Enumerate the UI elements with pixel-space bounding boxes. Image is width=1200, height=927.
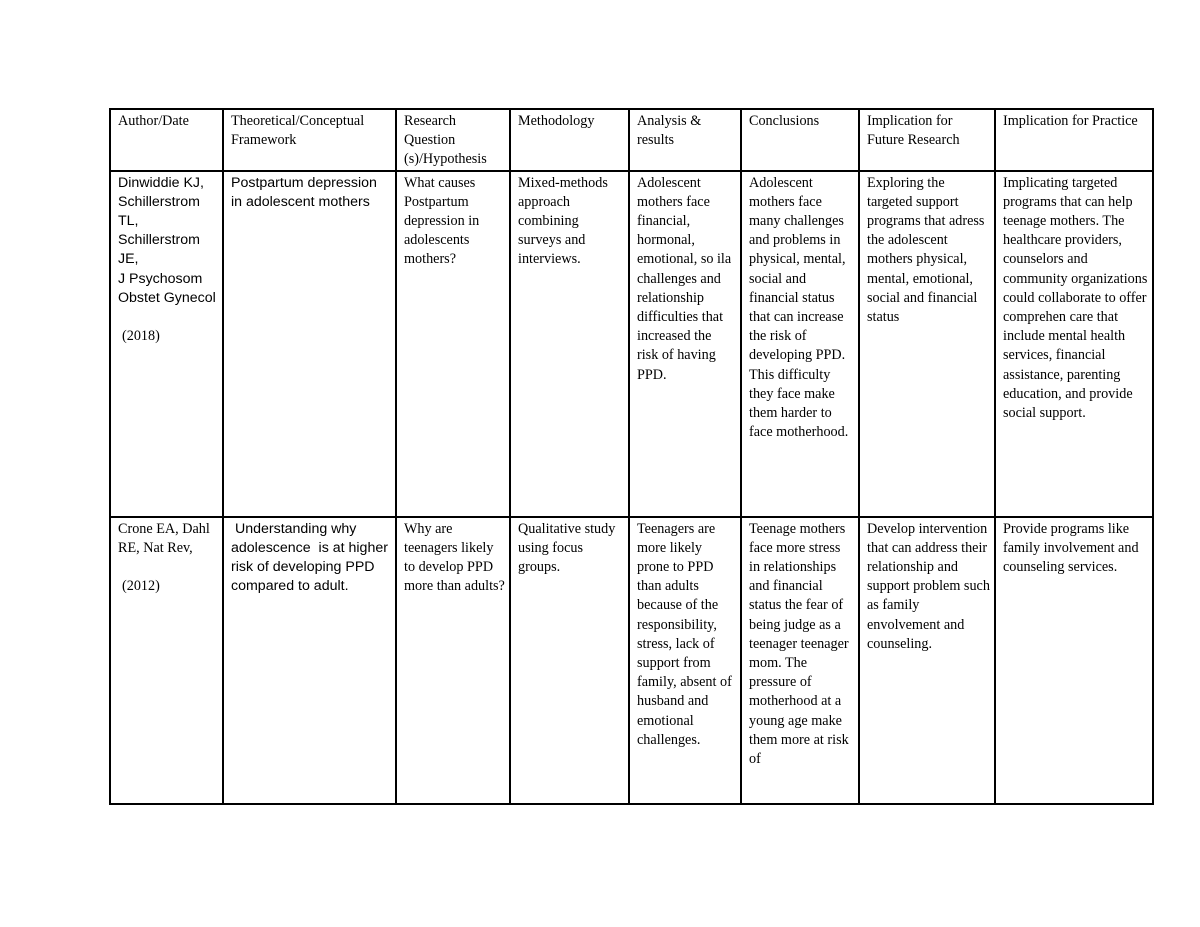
publication-year: (2018) [122,328,160,345]
practice-cell: Implicating targeted programs that can help teenage mothers. The healthcare providers, counselors and community organizations could collaborate to offer comprehen care that include mental health services, financial assistance, parenting education, and provide social support. [995,171,1153,517]
header-row [110,109,1153,171]
header-analysis-results: Analysis & results [629,109,741,171]
methodology-cell: Qualitative study using focus groups. [510,517,629,804]
header-research-question: Research Question (s)/Hypothesis [396,109,510,171]
journal-name: J Psychosom Obstet Gynecol [118,270,216,306]
table-row [110,517,1153,804]
author-names: Dinwiddie KJ, Schillerstrom TL, Schillerstrom JE, [118,174,204,268]
analysis-results-cell: Teenagers are more likely prone to PPD than adults because of the responsibility, stress, lack of support from family, absent of husband and emotional challenges. [629,517,741,804]
framework-cell: Understanding why adolescence is at higher risk of developing PPD compared to adult. [223,517,396,804]
header-framework: Theoretical/Conceptual Framework [223,109,396,171]
practice-cell: Provide programs like family involvement and counseling services. [995,517,1153,804]
header-methodology: Methodology [510,109,629,171]
header-author-date: Author/Date [110,109,223,171]
author-date-cell [110,517,223,804]
literature-review-matrix [109,108,1154,805]
publication-year: (2012) [122,578,160,595]
conclusions-cell: Adolescent mothers face many challenges and problems in physical, mental, social and financial status that can increase the risk of developing PPD. This difficulty they face make them harder to face motherhood. [741,171,859,517]
future-research-cell: Develop intervention that can address their relationship and support problem such as family envolvement and counseling. [859,517,995,804]
header-practice: Implication for Practice [995,109,1153,171]
research-question-cell: Why are teenagers likely to develop PPD more than adults? [396,517,510,804]
conclusions-cell: Teenage mothers face more stress in relationships and financial status the fear of being judge as a teenager teenager mom. The pressure of motherhood at a young age make them more at risk of [741,517,859,804]
author-date-cell [110,171,223,517]
author-names: Crone EA, Dahl RE, Nat Rev, [118,520,210,556]
methodology-cell: Mixed-methods approach combining surveys and interviews. [510,171,629,517]
analysis-results-cell: Adolescent mothers face financial, hormonal, emotional, so ila challenges and relationship difficulties that increased the risk of having PPD. [629,171,741,517]
header-conclusions: Conclusions [741,109,859,171]
table-row [110,171,1153,517]
research-question-cell: What causes Postpartum depression in adolescents mothers? [396,171,510,517]
header-future-research: Implication for Future Research [859,109,995,171]
future-research-cell: Exploring the targeted support programs that adress the adolescent mothers physical, mental, emotional, social and financial status [859,171,995,517]
framework-cell: Postpartum depression in adolescent mothers [223,171,396,517]
